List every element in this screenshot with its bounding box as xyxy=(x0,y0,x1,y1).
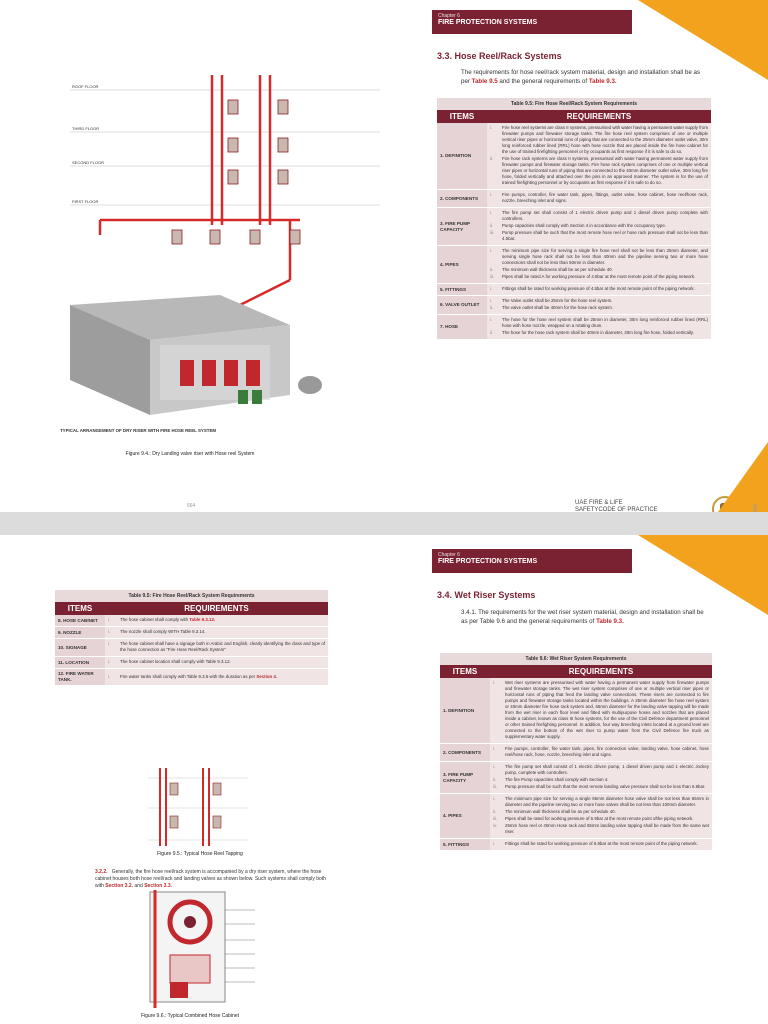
footer-title xyxy=(575,500,658,512)
item-number: iv. xyxy=(493,823,498,828)
item-link[interactable]: Table 9.3.12. xyxy=(189,617,216,622)
item-number: iii. xyxy=(493,784,498,789)
row-label: 11. LOCATION xyxy=(55,657,105,669)
item-text: Fire water tanks shall comply with Table 9.3.5 with the duration as per xyxy=(120,673,257,679)
item-number: iii. xyxy=(490,274,495,279)
requirement-item xyxy=(490,305,708,311)
note-text: Generally, the fire hose reel/rack system is accompanied by a dry riser system, where the hose cabinet houses both hose reel/rack and landing valves as shown below. Such systems shall comply both with xyxy=(95,869,326,889)
requirement-list xyxy=(490,192,708,204)
requirement-list xyxy=(493,764,709,790)
item-text: The fire pump set shall consist of 1 electric driven pump, 1 diesel driven pump and 1 electric Jockey pump, complete with controllers. xyxy=(505,764,709,775)
item-number: i. xyxy=(108,617,111,622)
table-row xyxy=(55,669,328,686)
col-requirements: REQUIREMENTS xyxy=(105,602,328,615)
row-label: 2. COMPONENTS xyxy=(440,744,490,762)
row-label: 6. VALVE OUTLET xyxy=(437,296,487,315)
corner-decoration xyxy=(638,535,768,615)
item-number: i. xyxy=(490,210,493,215)
section-note xyxy=(95,869,335,890)
intro-text-mid: and the general requirements of xyxy=(497,78,589,85)
chapter-label: Chapter 6 xyxy=(438,13,460,19)
hose-reel-tapping-diagram xyxy=(148,768,248,848)
item-text: The valve outlet shall be 40mm for the hose rack system. xyxy=(502,305,614,310)
side-page-number: 665 xyxy=(751,503,758,512)
row-label: 3. FIRE PUMP CAPACITY xyxy=(437,208,487,246)
section-label: FIRE PROTECTION SYSTEMS xyxy=(438,558,538,565)
item-number: ii. xyxy=(493,777,497,782)
item-text: Fire pumps, controller, fire water tank, pipes, fire connection valve, landing valve, hose cabinet, hose reel/hose rack, hose, nozzle, breeching inlet and signs. xyxy=(505,746,709,757)
figure-caption: Figure 9.6.: Typical Combined Hose Cabinet xyxy=(140,1013,239,1019)
requirement-item xyxy=(493,841,709,847)
item-text: Pump pressure shall be such that the most remote landing valve pressure shall not be less than 6.9bar. xyxy=(505,784,706,789)
row-label: 4. PIPES xyxy=(440,794,490,839)
item-text: Pipes shall be rated for working pressure of 6.9bar at the most remote point ofthe piping network. xyxy=(505,816,694,821)
requirement-list xyxy=(108,629,325,635)
item-text: 25mm hose reel or 40mm Hose rack and 65mm landing valve tapping shall be made from the same wet riser. xyxy=(505,823,709,834)
section-link[interactable]: Section 3.3. xyxy=(144,883,172,889)
requirement-item xyxy=(490,248,708,266)
requirement-item xyxy=(490,267,708,273)
section-intro xyxy=(461,608,706,626)
footer-line: SAFETYCODE OF PRACTICE xyxy=(575,507,658,512)
requirement-list xyxy=(108,674,325,680)
requirement-item xyxy=(490,286,708,292)
requirement-item xyxy=(108,617,325,623)
requirement-list xyxy=(490,210,708,242)
item-text: Fittings shall be rated for working pressure of 4.5bar at the most remote point of the piping network. xyxy=(502,286,695,291)
table-link[interactable]: Table 9.3. xyxy=(596,618,624,625)
section-link[interactable]: Section 3.2. xyxy=(105,883,134,889)
item-text: The hose for the hose rack system shall be 40mm in diameter, 30m long fire hose, folded vertically. xyxy=(502,330,694,335)
table-caption: Table 9.5: Fire Hose Reel/Rack System Requirements xyxy=(437,98,711,110)
item-text: Pump capacities shall comply with Section 4 in accordance with the occupancy type. xyxy=(502,223,667,228)
col-items: ITEMS xyxy=(55,602,105,615)
figure-caption: Figure 9.4.: Dry Landing valve riser with Hose reel System xyxy=(125,451,255,457)
table-row xyxy=(440,744,712,762)
requirement-item xyxy=(493,764,709,776)
row-label: 5. FITTINGS xyxy=(437,284,487,296)
requirement-list xyxy=(108,641,325,653)
requirement-list xyxy=(490,286,708,292)
table-row xyxy=(437,190,711,208)
requirement-list xyxy=(108,617,325,623)
item-number: i. xyxy=(490,298,493,303)
requirement-item xyxy=(490,330,708,336)
floor-label: SECOND FLOOR xyxy=(72,160,105,165)
item-link[interactable]: Section 4. xyxy=(256,673,278,679)
item-text: Fire hose reel systems are class II systems, pressurised with water having a permanent water supply from firewater pumps and firewater storage tanks. The fire hose reel system comprises of one or multiple vertical riser pipes or horizontal runs of piping that are connected to the 25mm diameter outlet valve, 30m long reinforced rubber lined (RRL) hose with hose nozzle that are placed inside the fire hose cabinet for the use of trained firefighting personnel or by occupants as first response if it is safe to do so. xyxy=(502,125,708,154)
table-row xyxy=(55,615,328,627)
item-text: The Valve outlet shall be 25mm for the hose reel system. xyxy=(502,298,613,303)
note-number: 3.2.2. xyxy=(95,869,108,875)
item-number: ii. xyxy=(490,223,494,228)
row-requirements xyxy=(490,678,712,744)
col-items: ITEMS xyxy=(440,665,490,678)
item-text: The minimum pipe size for serving a single 65mm diameter hose valve shall be not less than 65mm in diameter and the pipeline serving two or more hose valves shall be not less than 100mm diameter. xyxy=(505,796,709,807)
item-text: Fire hose rack systems are class II systems, pressurised with water having permanent water supply from firewater pumps and firewater storage tanks. Fire hose rack system comprises of one or multiple vertical riser pipes or horizontal runs of piping that are connected to the 40mm diameter outlet valve, 30m long fire hose, folded vertically and attached over the pins in an approved manner. The system is for the use of trained firefighting personnel or by occupants as first response if it is safe to do so. xyxy=(502,156,708,185)
item-number: i. xyxy=(493,841,496,846)
section-label: FIRE PROTECTION SYSTEMS xyxy=(438,19,538,26)
item-text: The nozzle shall comply WITH Table 9.3.14. xyxy=(120,629,206,634)
section-title: 3.4. Wet Riser Systems xyxy=(437,590,536,600)
requirement-item xyxy=(493,809,709,815)
requirement-list xyxy=(490,317,708,336)
table-caption: Table 9.6: Wet Riser System Requirements xyxy=(440,653,712,665)
row-label: 2. COMPONENTS xyxy=(437,190,487,208)
table-row xyxy=(55,627,328,639)
table-row xyxy=(437,123,711,190)
requirement-item xyxy=(490,156,708,186)
row-label: 8. HOSE CABINET xyxy=(55,615,105,627)
requirement-item xyxy=(490,317,708,329)
table-row xyxy=(437,296,711,315)
item-number: ii. xyxy=(490,330,494,335)
intro-text: The requirements for hose reel/rack system material, design and installation shall be as per xyxy=(461,69,701,85)
requirement-list xyxy=(493,796,709,835)
row-requirements xyxy=(490,839,712,851)
item-number: i. xyxy=(490,192,493,197)
item-number: i. xyxy=(493,680,496,685)
table-link[interactable]: Table 9.5 xyxy=(471,78,498,85)
row-label: 5. FITTINGS xyxy=(440,839,490,851)
item-number: i. xyxy=(108,659,111,664)
requirement-item xyxy=(490,210,708,222)
item-text: Pump pressure shall be such that the most remote hose reel or hose rack pressure shall not be less than 4.5bar. xyxy=(502,230,708,241)
item-text: The minimum pipe size for serving a single fire hose reel shall not be less than 25mm diameter, and serving single hose rack shall not be less than 40mm and the pipeline serving two or more hose connections shall not be less than 50mm in diameter. xyxy=(502,248,708,265)
item-text: Fittings shall be rated for working pressure of 6.9bar at the most remote point of the piping network. xyxy=(505,841,698,846)
row-label: 3. FIRE PUMP CAPACITY xyxy=(440,762,490,794)
table-row xyxy=(440,839,712,851)
table-link[interactable]: Table 9.3. xyxy=(588,78,617,85)
requirement-list xyxy=(490,125,708,186)
row-requirements xyxy=(490,744,712,762)
table-row xyxy=(437,208,711,246)
item-number: i. xyxy=(493,796,496,801)
intro-text: 3.4.1. The requirements for the wet riser system material, design and installation shall be as per Table 9.6 and the general requirements of xyxy=(461,609,704,625)
floor-label: ROOF FLOOR xyxy=(72,84,99,89)
chapter-header xyxy=(432,549,632,573)
requirements-table-9-5-continued xyxy=(55,590,328,686)
row-requirements xyxy=(487,123,711,190)
floor-label: FIRST FLOOR xyxy=(72,199,99,204)
requirement-item xyxy=(493,816,709,822)
requirement-item xyxy=(108,674,325,680)
requirement-list xyxy=(490,298,708,311)
item-text: The hose cabinet shall have a signage both in Arabic and English, clearly identifying the class and type of the hose connection as "Fire Hose Reel/Rack System" xyxy=(120,641,325,652)
row-requirements xyxy=(105,639,328,657)
item-text: The minimum wall thickness shall be as per schedule 40. xyxy=(502,267,613,272)
requirement-item xyxy=(108,629,325,635)
table-row xyxy=(440,794,712,839)
footer-line: UAE FIRE & LIFE xyxy=(575,500,623,506)
row-requirements xyxy=(487,190,711,208)
row-label: 4. PIPES xyxy=(437,246,487,284)
requirement-item xyxy=(493,796,709,808)
requirements-table-9-6 xyxy=(440,653,712,851)
combined-hose-cabinet-diagram xyxy=(140,890,260,1010)
chapter-label: Chapter 6 xyxy=(438,552,460,558)
requirement-item xyxy=(490,125,708,155)
requirement-item xyxy=(493,680,709,740)
requirement-list xyxy=(493,841,709,847)
diagram-title: TYPICAL ARRANGEMENT OF DRY RISER WITH FIRE HOSE REEL SYSTEM xyxy=(60,428,217,433)
item-number: ii. xyxy=(490,267,494,272)
requirement-item xyxy=(108,659,325,665)
item-number: i. xyxy=(493,746,496,751)
section-intro xyxy=(461,68,706,86)
col-requirements: REQUIREMENTS xyxy=(490,665,712,678)
item-text: The hose cabinet location shall comply with Table 9.3.12. xyxy=(120,659,231,664)
row-requirements xyxy=(105,627,328,639)
item-text: The fire Pump capacities shall comply with Section 4. xyxy=(505,777,609,782)
item-number: i. xyxy=(108,673,111,679)
item-text: The minimum wall thickness shall be as per schedule 40. xyxy=(505,809,616,814)
col-requirements: REQUIREMENTS xyxy=(487,110,711,123)
row-label: 12. FIRE WATER TANK. xyxy=(55,669,105,686)
requirement-item xyxy=(493,777,709,783)
item-text: Wet riser systems are pressurised with water having a permanent water supply from firewater pumps and firewater storage tanks. The wet riser system comprises of one or multiple vertical riser pipes or horizontal runs of piping that feed the landing valve connections. These risers are connected to fire pumps and firewater storage tanks located within the buildings. A 25mm diameter fire hose reel system or 40mm diameter fire hose rack system and, 65mm diameter for the landing valve tapping will be made from the wet riser in each floor level and fitted with multipurpose hoses and nozzles that are placed inside a cabinet, known as class III hose systems, for the use of the Civil Defence department personnel or other trained firefighting personnel. In addition, four way breeching inlets located at a ground level are connected to the bottom of the wet riser to pump water from the Civil Defence fire truck as supplementary water supply. xyxy=(505,680,709,739)
table-row xyxy=(437,246,711,284)
floor-label: THIRD FLOOR xyxy=(72,126,100,131)
requirement-item xyxy=(108,641,325,653)
page-666-667 xyxy=(0,535,768,1024)
row-requirements xyxy=(487,246,711,284)
row-requirements xyxy=(487,284,711,296)
section-title: 3.3. Hose Reel/Rack Systems xyxy=(437,51,562,61)
row-label: 9. NOZZLE xyxy=(55,627,105,639)
item-text: The fire pump set shall consist of 1 electric driven pump and 1 diesel driven pump complete with controllers. xyxy=(502,210,708,221)
item-number: iii. xyxy=(490,230,495,235)
page-number: 664 xyxy=(187,503,196,509)
item-number: i. xyxy=(490,125,493,130)
requirement-list xyxy=(490,248,708,280)
row-requirements xyxy=(490,762,712,794)
table-row xyxy=(437,315,711,340)
item-number: i. xyxy=(490,286,493,291)
figure-caption: Figure 9.5.: Typical Hose Reel Tapping xyxy=(157,851,243,857)
chapter-header xyxy=(432,10,632,34)
dry-riser-diagram xyxy=(60,60,380,460)
item-text: The hose cabinet shall comply with xyxy=(120,617,190,622)
row-label: 7. HOSE xyxy=(437,315,487,340)
requirement-item xyxy=(493,784,709,790)
table-row xyxy=(440,678,712,744)
row-label: 1. DEFINITION xyxy=(440,678,490,744)
item-text: Fire pumps, controller, fire water tank, pipes, fittings, outlet valve, hose cabinet, hose reel/hose rack, nozzle, breeching inlet and signs. xyxy=(502,192,708,203)
row-requirements xyxy=(487,296,711,315)
requirement-list xyxy=(493,746,709,758)
item-number: ii. xyxy=(493,809,497,814)
note-text-mid: and xyxy=(133,883,145,889)
col-items: ITEMS xyxy=(437,110,487,123)
requirement-item xyxy=(490,223,708,229)
item-number: ii. xyxy=(490,156,494,161)
row-requirements xyxy=(105,657,328,669)
row-requirements xyxy=(105,615,328,627)
requirement-item xyxy=(490,298,708,304)
requirement-item xyxy=(493,823,709,835)
table-row xyxy=(440,762,712,794)
item-text: The hose for the hose reel system shall be 25mm in diameter, 30m long reinforced rubber lined (RRL) hose with hose nozzle, wrapped on a rotating drum. xyxy=(502,317,708,328)
item-number: iii. xyxy=(493,816,498,821)
item-number: i. xyxy=(108,629,111,634)
table-row xyxy=(55,657,328,669)
row-requirements xyxy=(490,794,712,839)
item-number: ii. xyxy=(490,305,494,310)
row-label: 10. SIGNAGE xyxy=(55,639,105,657)
item-number: i. xyxy=(490,317,493,322)
requirement-list xyxy=(493,680,709,740)
item-number: i. xyxy=(108,641,111,646)
item-text: Pipes shall be rated A for working pressure of 4.5bar at the most remote point of the piping network. xyxy=(502,274,696,279)
table-row xyxy=(55,639,328,657)
row-requirements xyxy=(487,208,711,246)
item-number: i. xyxy=(493,764,496,769)
requirement-list xyxy=(108,659,325,665)
requirement-item xyxy=(490,192,708,204)
requirements-table-9-5 xyxy=(437,98,711,340)
row-requirements xyxy=(105,669,328,686)
requirement-item xyxy=(490,230,708,242)
item-number: i. xyxy=(490,248,493,253)
table-caption: Table 9.5: Fire Hose Reel/Rack System Requirements xyxy=(55,590,328,602)
table-row xyxy=(437,284,711,296)
row-label: 1. DEFINITION xyxy=(437,123,487,190)
requirement-item xyxy=(490,274,708,280)
requirement-item xyxy=(493,746,709,758)
corner-decoration xyxy=(718,442,768,512)
row-requirements xyxy=(487,315,711,340)
